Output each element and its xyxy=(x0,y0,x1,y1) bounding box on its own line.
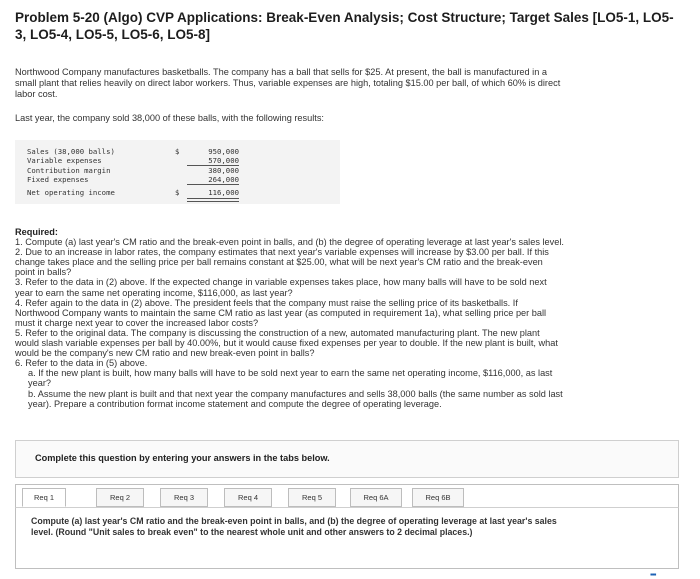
tab-req-6b[interactable]: Req 6B xyxy=(412,488,464,507)
income-statement xyxy=(15,140,340,204)
income-dollar: $ xyxy=(175,188,180,197)
required-line: 1. Compute (a) last year's CM ratio and the break-even point in balls, and (b) the degree of operating leverage at last year's sales level. xyxy=(15,237,564,248)
tab-req-4[interactable]: Req 4 xyxy=(224,488,272,507)
required-line: year to earn the same net operating income, $116,000, as last year? xyxy=(15,287,293,298)
required-line: a. If the new plant is built, how many balls will have to be sold next year to earn the same net operating income, $116,000, as last xyxy=(28,368,553,379)
income-label: Fixed expenses xyxy=(27,175,89,184)
tab-content-panel xyxy=(15,507,679,569)
income-label: Variable expenses xyxy=(27,156,102,165)
income-dollar: $ xyxy=(175,147,180,156)
required-line: 4. Refer again to the data in (2) above. The president feels that the company must raise the selling price of its basketballs. If xyxy=(15,297,518,308)
underline xyxy=(187,184,239,185)
required-line: would slash variable expenses per ball by 40.00%, but it would cause fixed expenses per year to double. If the new plant is built, what xyxy=(15,338,558,349)
income-label: Net operating income xyxy=(27,188,115,197)
tab-req-2[interactable]: Req 2 xyxy=(96,488,144,507)
required-line: Northwood Company wants to maintain the same CM ratio as last year (as computed in requirement 1a), what selling price per ball xyxy=(15,307,547,318)
required-heading: Required: xyxy=(15,227,58,237)
more-icon[interactable]: ▪▪▪ xyxy=(650,570,656,579)
required-line: point in balls? xyxy=(15,267,72,278)
intro-paragraph xyxy=(15,67,680,100)
income-amount: 380,000 xyxy=(208,166,239,175)
intro-line: Northwood Company manufactures basketballs. The company has a ball that sells for $25. At present, the ball is manufactured in a xyxy=(15,67,547,77)
double-underline xyxy=(187,198,239,202)
tab-req-3[interactable]: Req 3 xyxy=(160,488,208,507)
income-amount: 570,000 xyxy=(208,156,239,165)
required-line: 5. Refer to the original data. The company is discussing the construction of a new, automated manufacturing plant. The new plant xyxy=(15,327,540,338)
tab-bar xyxy=(15,484,679,508)
intro-line: small plant that relies heavily on direct labor workers. Thus, variable expenses are high, totaling $15.00 per ball, of which 60% is direct xyxy=(15,78,561,88)
tab-instructions: Compute (a) last year's CM ratio and the break-even point in balls, and (b) the degree of operating leverage at last year's sales level. (Round "Unit sales to break even" to the nearest whole unit and other answers to 2 decimal places.) xyxy=(31,516,557,537)
income-amount: 116,000 xyxy=(208,188,239,197)
required-line: year). Prepare a contribution format income statement and compute the degree of operating leverage. xyxy=(28,398,442,409)
required-line: 3. Refer to the data in (2) above. If the expected change in variable expenses takes place, how many balls will have to be sold next xyxy=(15,277,547,288)
required-line: year? xyxy=(28,378,51,389)
required-line: would be the company's new CM ratio and new break-even point in balls? xyxy=(15,348,315,359)
required-line: change takes place and the selling price per ball remains constant at $25.00, what will be next year's CM ratio and the break-even xyxy=(15,257,543,268)
required-line: b. Assume the new plant is built and that next year the company manufactures and sells 38,000 balls (the same number as sold last xyxy=(28,388,563,399)
problem-title: Problem 5-20 (Algo) CVP Applications: Break-Even Analysis; Cost Structure; Target Sales [LO5-1, LO5-3, LO5-4, LO5-5, LO5-6, LO5-8] xyxy=(15,10,674,42)
last-year-text: Last year, the company sold 38,000 of these balls, with the following results: xyxy=(15,113,324,123)
tab-req-5[interactable]: Req 5 xyxy=(288,488,336,507)
income-amount: 264,000 xyxy=(208,175,239,184)
required-line: must it charge next year to cover the increased labor costs? xyxy=(15,317,259,328)
income-amount: 950,000 xyxy=(208,147,239,156)
instructions-box xyxy=(15,440,679,478)
tab-req-6a[interactable]: Req 6A xyxy=(350,488,402,507)
intro-line: labor cost. xyxy=(15,89,58,99)
income-label: Contribution margin xyxy=(27,166,111,175)
required-line: 2. Due to an increase in labor rates, the company estimates that next year's variable expenses will increase by $3.00 per ball. If this xyxy=(15,247,549,258)
required-section xyxy=(15,227,690,409)
instructions-text: Complete this question by entering your answers in the tabs below. xyxy=(35,453,330,463)
required-line: 6. Refer to the data in (5) above. xyxy=(15,358,148,369)
income-label: Sales (38,000 balls) xyxy=(27,147,115,156)
tab-req-1[interactable]: Req 1 xyxy=(22,488,66,507)
